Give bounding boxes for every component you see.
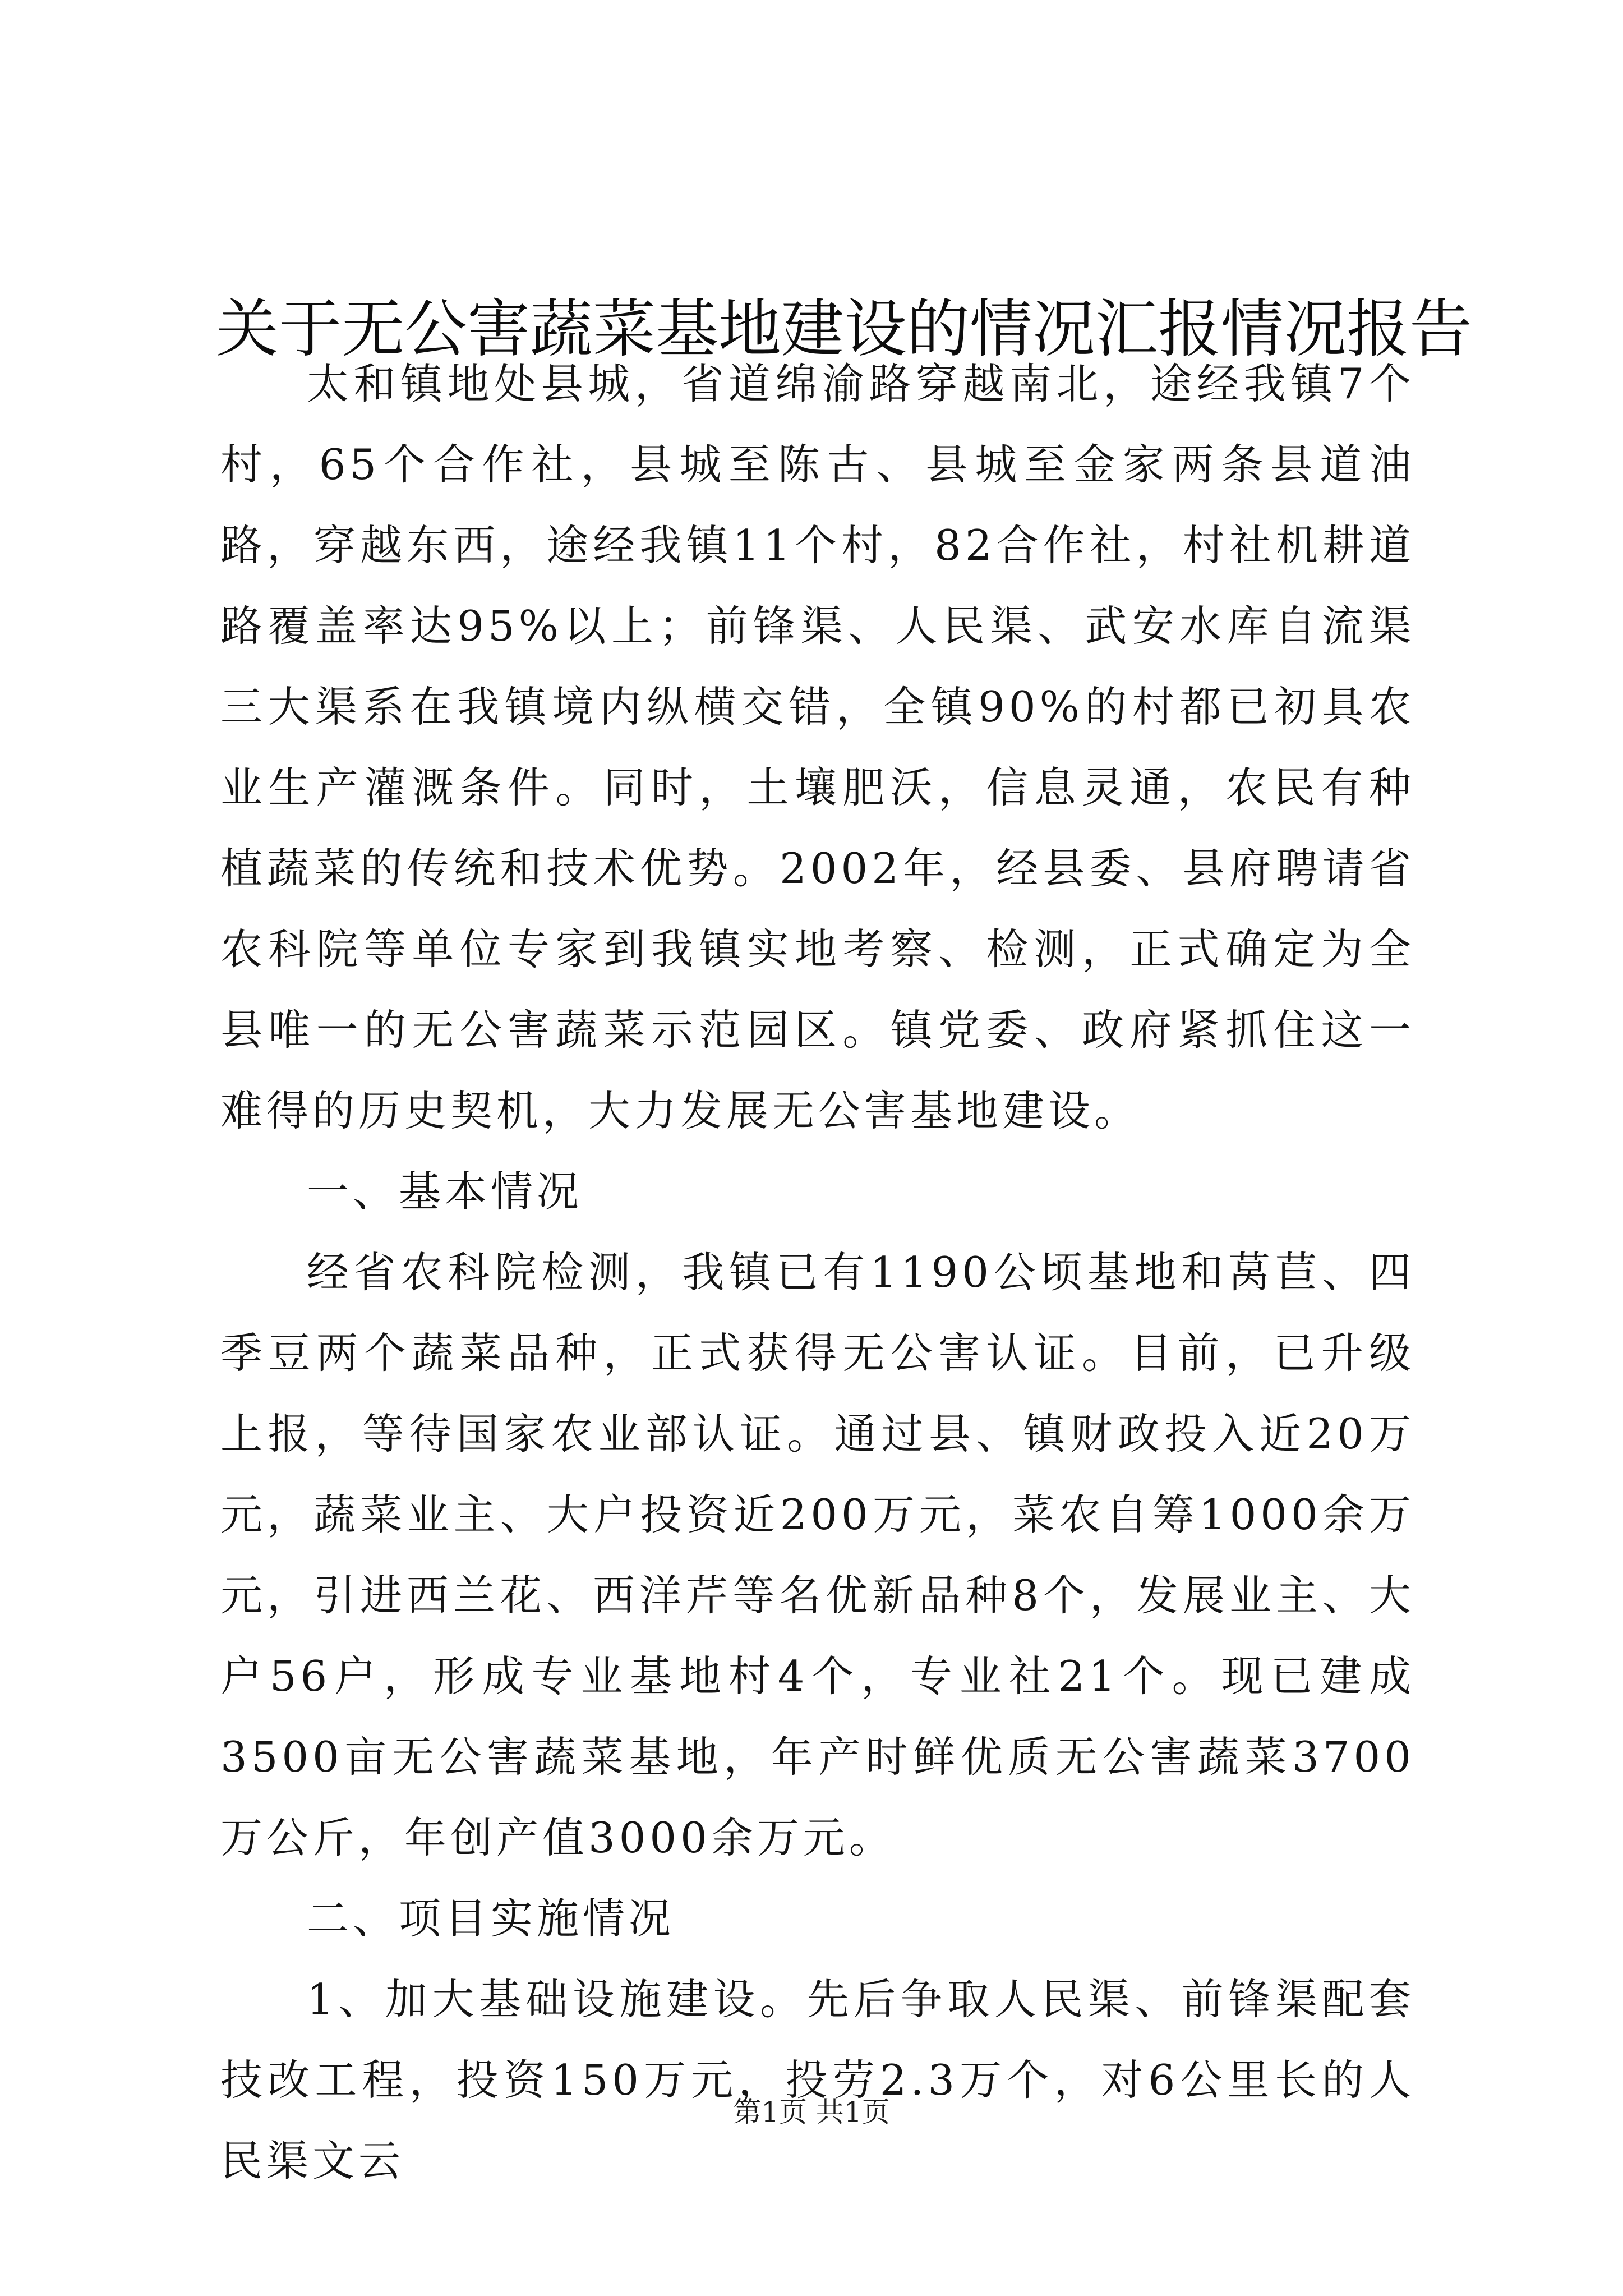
paragraph-basic: 经省农科院检测，我镇已有1190公顷基地和莴苣、四季豆两个蔬菜品种，正式获得无公害认证。目前，已升级上报，等待国家农业部认证。通过县、镇财政投入近20万元，蔬菜业主、大户投资近200万元，菜农自筹1000余万元，引进西兰花、西洋芹等名优新品种8个，发展业主、大户56户，形成专业基地村4个，专业社21个。现已建成3500亩无公害蔬菜基地，年产时鲜优质无公害蔬菜3700万公斤，年创产值3000余万元。 — [220, 1248, 1415, 1862]
document-body — [220, 343, 1415, 2201]
section-heading-basic: 一、基本情况 — [307, 1167, 583, 1216]
paragraph-intro: 太和镇地处县城，省道绵渝路穿越南北，途经我镇7个村，65个合作社，县城至陈古、县城至金家两条县道油路，穿越东西，途经我镇11个村，82合作社，村社机耕道路覆盖率达95%以上；前锋渠、人民渠、武安水库自流渠三大渠系在我镇境内纵横交错，全镇90%的村都已初具农业生产灌溉条件。同时，土壤肥沃，信息灵通，农民有种植蔬菜的传统和技术优势。2002年，经县委、县府聘请省农科院等单位专家到我镇实地考察、检测，正式确定为全县唯一的无公害蔬菜示范园区。镇党委、政府紧抓住这一难得的历史契机，大力发展无公害基地建设。 — [220, 359, 1415, 1135]
page-footer: 第1页 共1页 — [733, 2096, 890, 2128]
paragraph-implementation: 1、加大基础设施建设。先后争取人民渠、前锋渠配套技改工程，投资150万元，投劳2.3万个，对6公里长的人民渠文云 — [220, 1975, 1415, 2185]
document-title: 关于无公害蔬菜基地建设的情况汇报情况报告 — [216, 293, 1472, 366]
section-heading-implementation: 二、项目实施情况 — [307, 1894, 675, 1943]
